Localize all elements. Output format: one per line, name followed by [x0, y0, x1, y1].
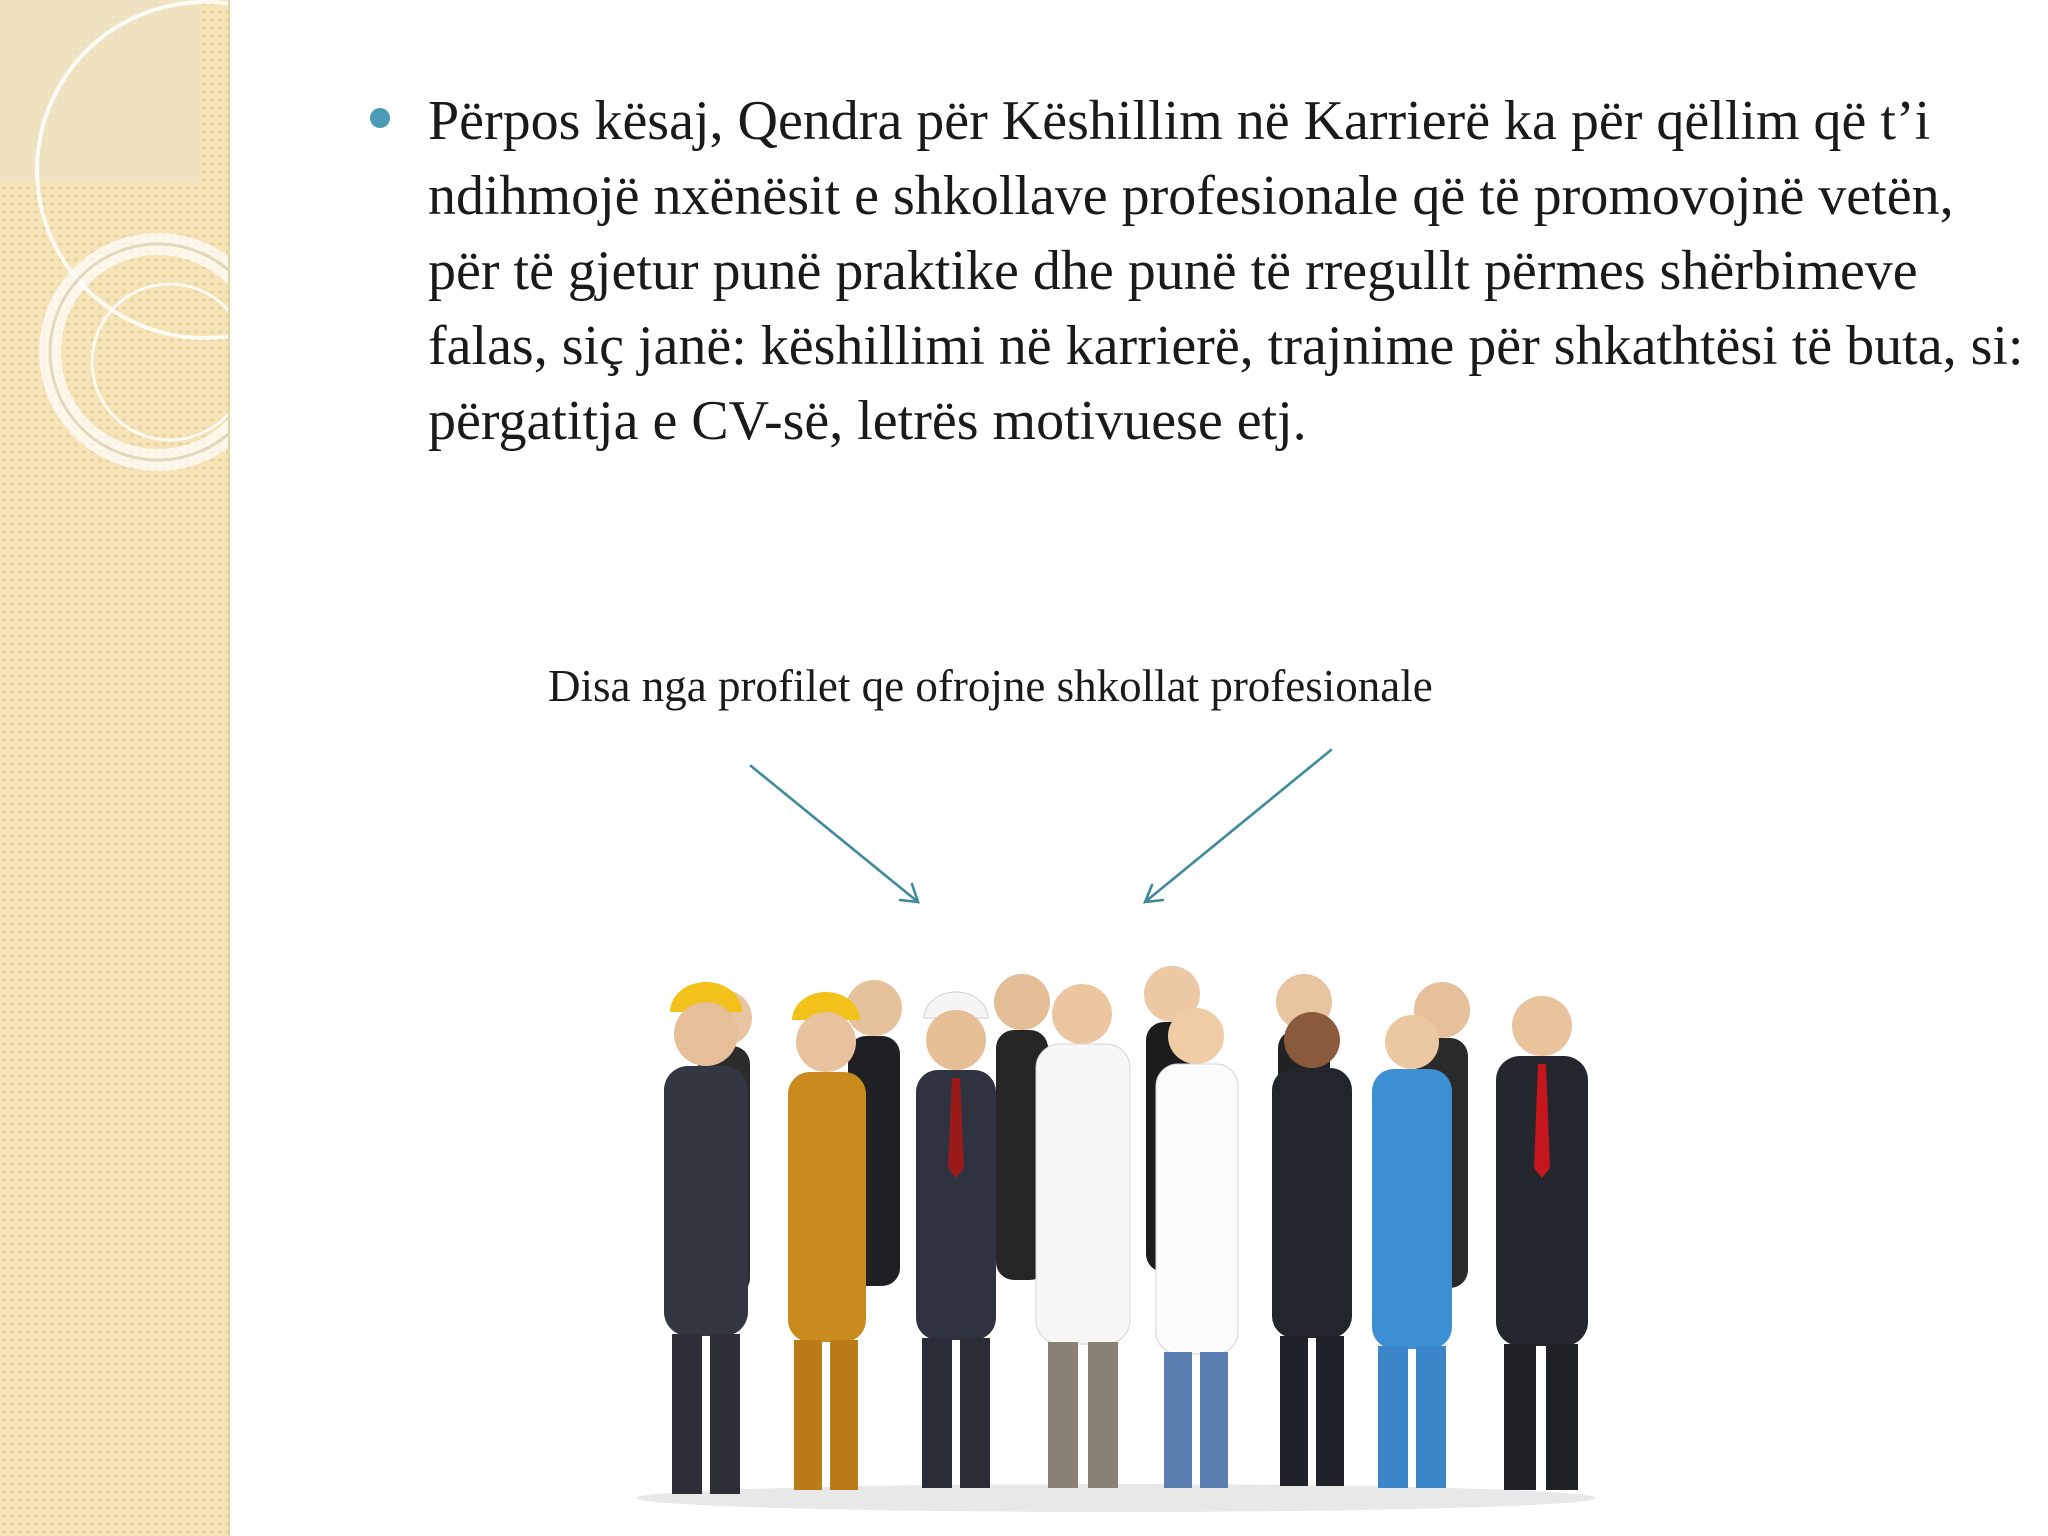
workers-group-photo — [612, 938, 1620, 1514]
arrow-right-icon — [1145, 750, 1331, 902]
slide-caption: Disa nga profilet qe ofrojne shkollat profesionale — [548, 661, 1433, 711]
slide-body-text: Përpos kësaj, Qendra për Këshillim në Karrierë ka për qëllim që t’i ndihmojë nxënësit e shkollave profesionale që të promovojnë vetën, për të gjetur punë praktike dhe punë të rregullt përmes shërbimeve falas, siç janë: këshillimi në karrierë, trajnime për shkathtësi të buta, si: përgatitja e CV-së, letrës motivuese etj. — [428, 90, 2024, 452]
arrow-left-icon — [751, 766, 918, 902]
